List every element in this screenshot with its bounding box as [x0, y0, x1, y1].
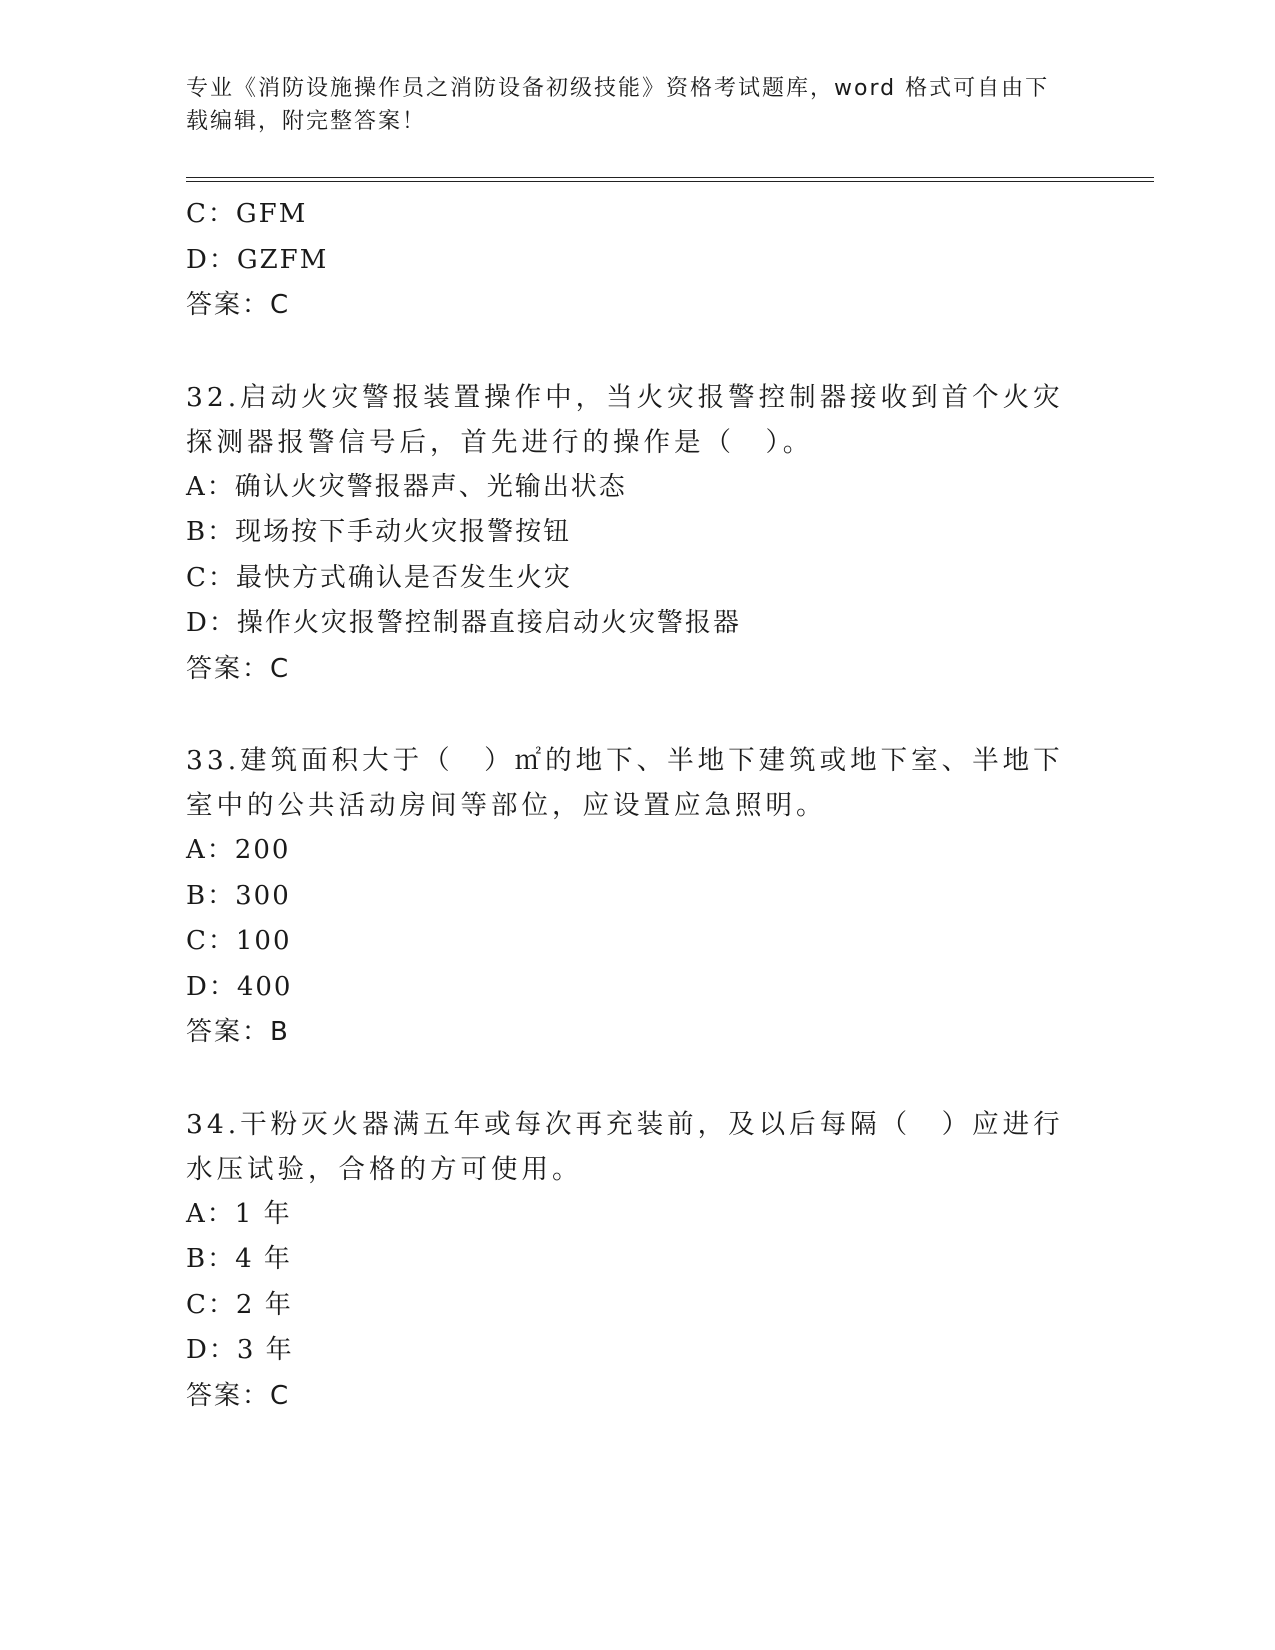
option-c: C：100	[186, 926, 292, 956]
header-divider	[186, 177, 1154, 182]
question-32	[186, 375, 1086, 693]
option-b: B：现场按下手动火灾报警按钮	[186, 517, 572, 547]
option-d: D：3 年	[186, 1335, 294, 1365]
option-d: D：400	[186, 971, 293, 1002]
question-text: 34.干粉灭火器满五年或每次再充装前，及以后每隔（ ）应进行水压试验，合格的方可使用。	[186, 1108, 1064, 1185]
answer: 答案：B	[186, 1017, 290, 1047]
question-text: 32.启动火灾警报装置操作中，当火灾报警控制器接收到首个火灾探测器报警信号后，首先进行的操作是（ ）。	[186, 381, 1064, 458]
option-a: A：确认火灾警报器声、光输出状态	[186, 471, 627, 502]
question-34	[186, 1102, 1086, 1420]
option-a: A：1 年	[186, 1198, 292, 1229]
option-c: C：GFM	[186, 199, 308, 229]
previous-question-tail	[186, 192, 1086, 329]
answer: 答案：C	[186, 1380, 291, 1411]
option-b: B：4 年	[186, 1244, 292, 1274]
option-a: A：200	[186, 835, 291, 865]
option-c: C：2 年	[186, 1289, 293, 1320]
option-d: D：GZFM	[186, 244, 329, 275]
answer: 答案：C	[186, 290, 291, 320]
question-33	[186, 738, 1086, 1056]
question-text: 33.建筑面积大于（ ）㎡的地下、半地下建筑或地下室、半地下室中的公共活动房间等部位，应设置应急照明。	[186, 745, 1064, 821]
document-body	[186, 192, 1086, 1419]
option-b: B：300	[186, 880, 291, 911]
option-c: C：最快方式确认是否发生火灾	[186, 562, 572, 593]
option-d: D：操作火灾报警控制器直接启动火灾警报器	[186, 608, 741, 638]
answer: 答案：C	[186, 653, 291, 684]
page-header: 专业《消防设施操作员之消防设备初级技能》资格考试题库，word 格式可自由下载编辑，附完整答案！	[186, 76, 1050, 134]
